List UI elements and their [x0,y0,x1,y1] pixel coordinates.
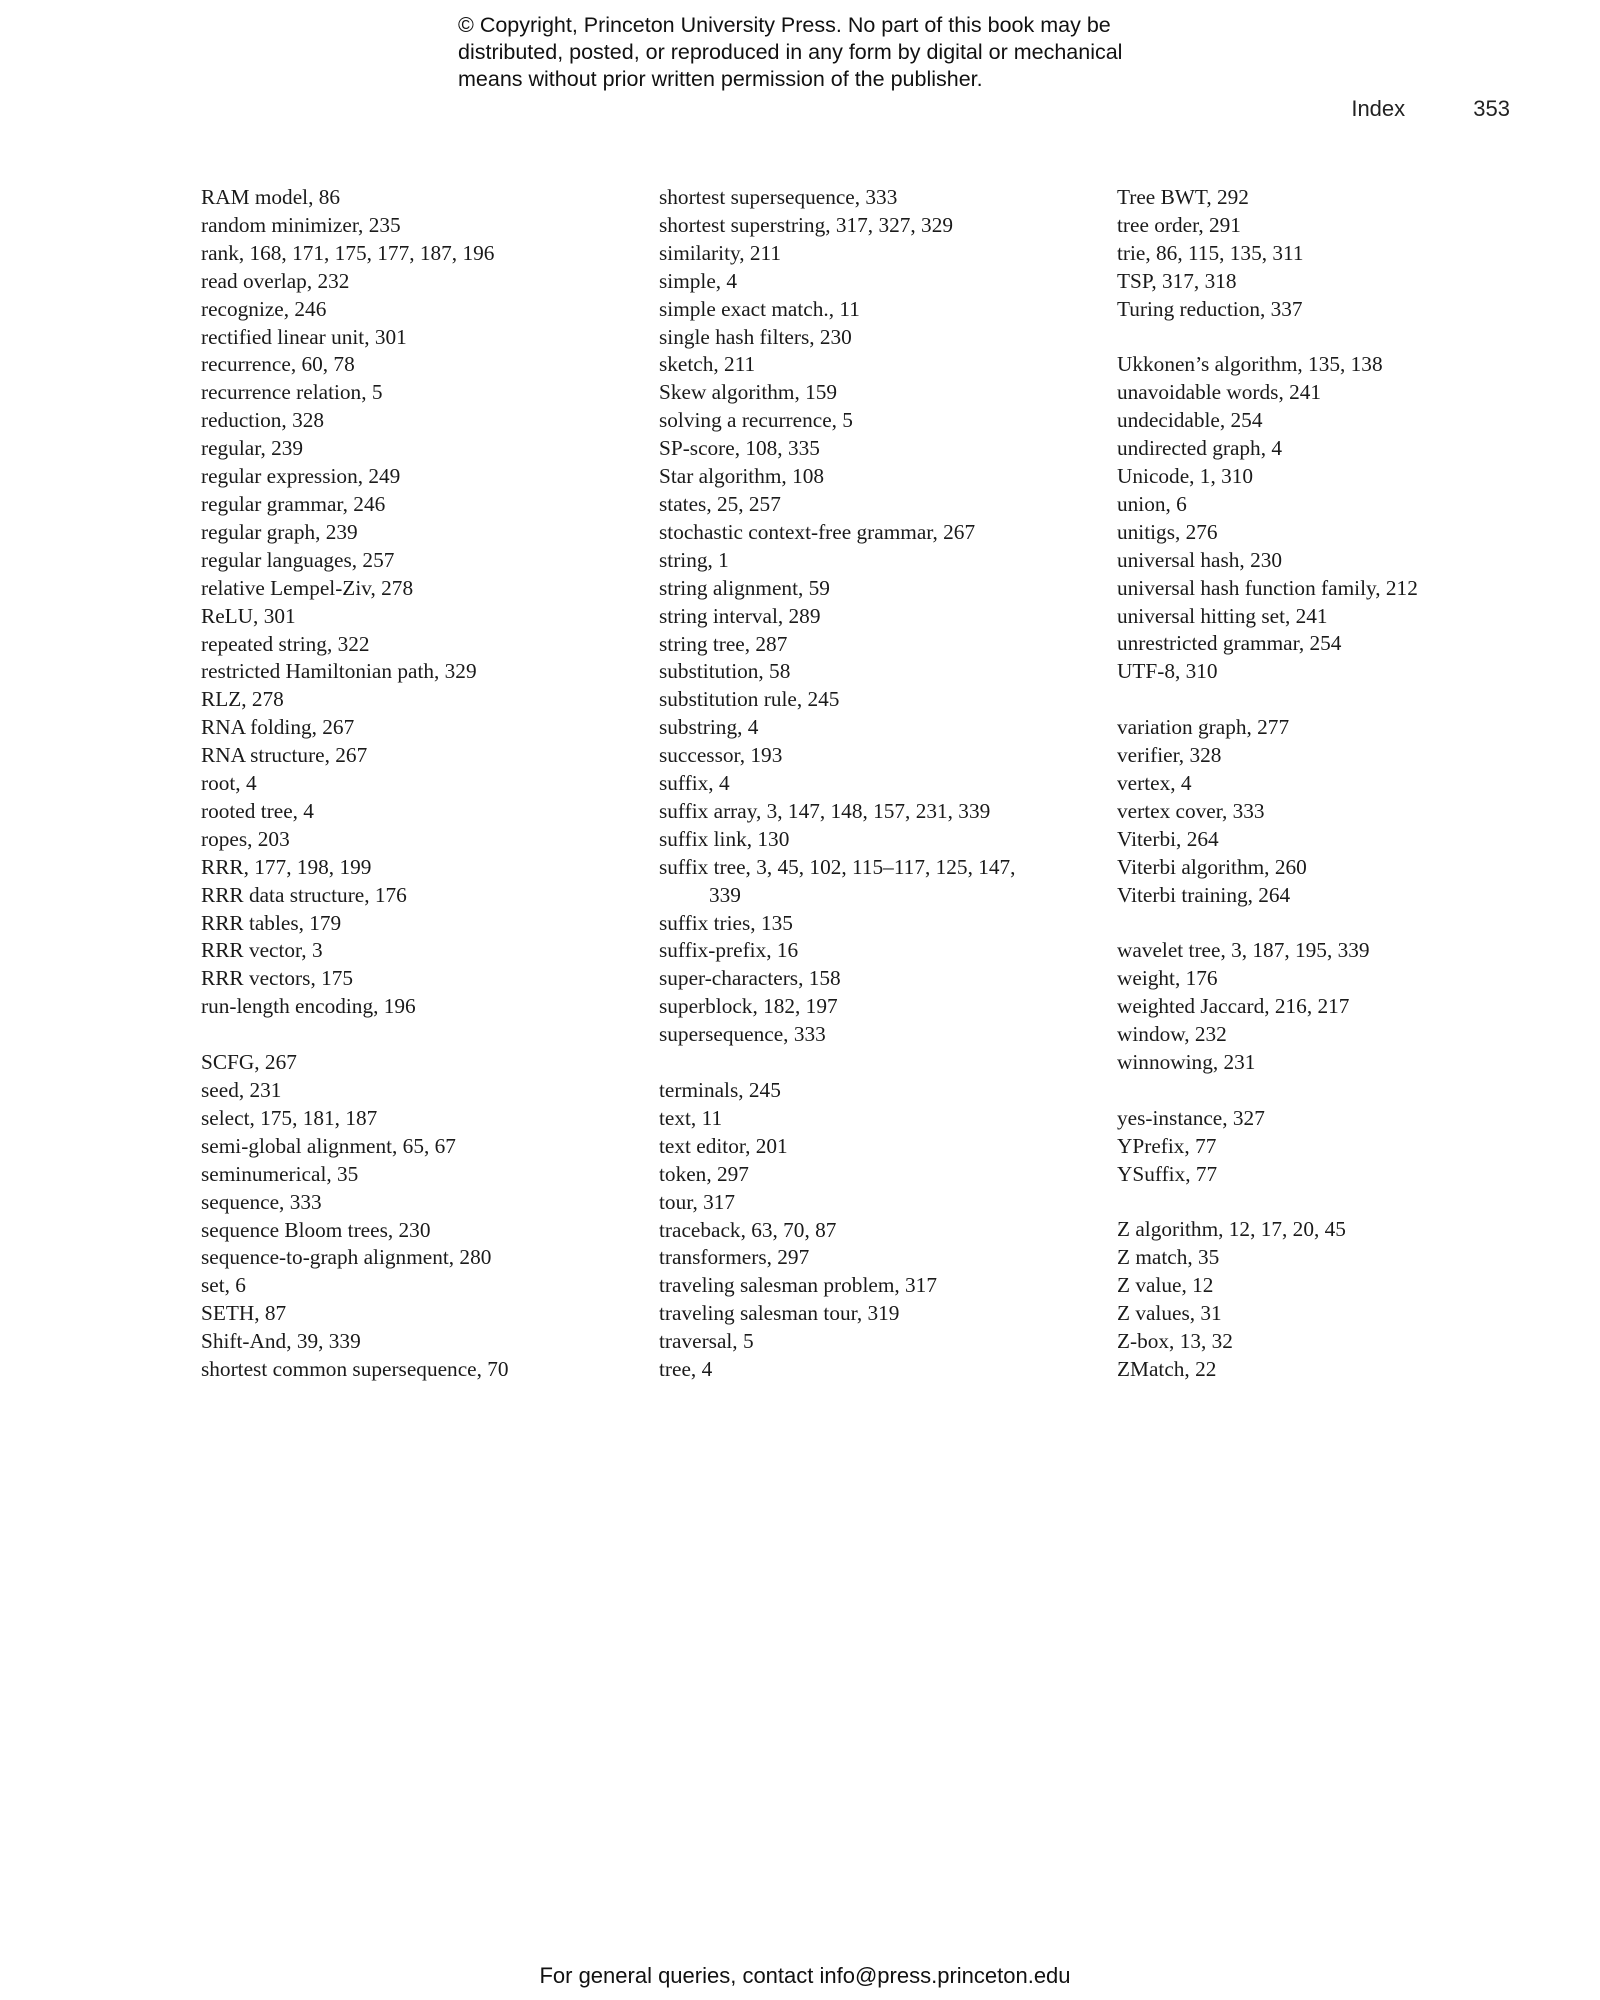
index-entry: solving a recurrence, 5 [659,408,853,433]
index-entry: regular languages, 257 [201,547,395,572]
index-entry: suffix link, 130 [659,826,790,851]
index-entry: unitigs, 276 [1117,519,1218,544]
index-column-2 [659,184,1079,1384]
index-entry: recurrence, 60, 78 [201,352,355,377]
index-entry: yes-instance, 327 [1117,1105,1265,1130]
index-column-1 [201,184,621,1384]
index-entry: Viterbi algorithm, 260 [1117,854,1307,879]
index-entry: Ukkonen’s algorithm, 135, 138 [1117,352,1383,377]
index-entry: RNA folding, 267 [201,715,355,740]
index-entry: repeated string, 322 [201,631,370,656]
index-entry: Z values, 31 [1117,1301,1222,1326]
index-entry: transformers, 297 [659,1245,810,1270]
running-head [1351,96,1510,122]
index-entry: string interval, 289 [659,603,821,628]
group-gap [1117,1189,1537,1217]
index-entry: semi-global alignment, 65, 67 [201,1133,456,1158]
index-entry: traceback, 63, 70, 87 [659,1217,837,1242]
index-entry-continuation: 339 [709,882,741,907]
index-entry: RAM model, 86 [201,185,341,209]
index-entry: ropes, 203 [201,826,290,851]
index-entry: substitution rule, 245 [659,687,840,712]
index-entry: sketch, 211 [659,352,756,377]
index-entry: ReLU, 301 [201,603,296,628]
index-entry: successor, 193 [659,743,783,768]
index-entry: Skew algorithm, 159 [659,380,838,405]
index-entry: states, 25, 257 [659,491,781,516]
index-entry: set, 6 [201,1273,246,1298]
index-entry: wavelet tree, 3, 187, 195, 339 [1117,938,1370,963]
index-entry: RRR vector, 3 [201,938,323,963]
group-gap [1117,324,1537,352]
index-entry: shortest superstring, 317, 327, 329 [659,212,953,237]
index-entry: tree, 4 [659,1357,713,1382]
index-entry: sequence, 333 [201,1189,322,1214]
index-entry: string, 1 [659,547,729,572]
index-entry: traversal, 5 [659,1329,754,1354]
section-title: Index [1351,96,1406,121]
index-entry: run-length encoding, 196 [201,994,416,1019]
index-entry: window, 232 [1117,1022,1227,1047]
index-entry: union, 6 [1117,491,1187,516]
index-entry: ZMatch, 22 [1117,1356,1217,1381]
index-entry: vertex, 4 [1117,771,1192,795]
index-entry: YSuffix, 77 [1117,1161,1218,1186]
index-entry: RRR data structure, 176 [201,882,407,907]
index-column-3 [1117,184,1537,1384]
index-entry: unavoidable words, 241 [1117,380,1322,405]
index-entry: RNA structure, 267 [201,743,368,768]
index-entry: restricted Hamiltonian path, 329 [201,659,477,684]
index-entry: recognize, 246 [201,296,327,321]
group-gap [1117,910,1537,938]
index-entry: rooted tree, 4 [201,798,314,823]
index-entry: universal hitting set, 241 [1117,603,1328,628]
index-entry: undirected graph, 4 [1117,436,1282,461]
index-entry: Unicode, 1, 310 [1117,464,1254,489]
index-entry: variation graph, 277 [1117,715,1290,740]
index-entry: tree order, 291 [1117,212,1241,237]
index-entry: suffix, 4 [659,771,730,796]
index-entry: substring, 4 [659,715,759,740]
index-entry: RRR tables, 179 [201,910,342,935]
index-entry: string tree, 287 [659,631,788,656]
index-entry: read overlap, 232 [201,268,350,293]
index-entry: universal hash, 230 [1117,547,1283,572]
index-entry: unrestricted grammar, 254 [1117,631,1342,656]
index-entry: random minimizer, 235 [201,212,401,237]
index-entry: universal hash function family, 212 [1117,575,1418,600]
index-entry: Z match, 35 [1117,1245,1220,1270]
index-entry: trie, 86, 115, 135, 311 [1117,240,1304,265]
index-entry: superblock, 182, 197 [659,994,838,1019]
index-entry: recurrence relation, 5 [201,380,383,405]
index-entry: root, 4 [201,771,257,796]
index-entry: sequence Bloom trees, 230 [201,1217,431,1242]
index-entry: RRR vectors, 175 [201,966,354,991]
index-entry: simple exact match., 11 [659,296,860,321]
index-entry: TSP, 317, 318 [1117,268,1237,293]
index-entry: terminals, 245 [659,1077,781,1102]
index-entry: simple, 4 [659,268,738,293]
index-entry: SP-score, 108, 335 [659,436,820,461]
index-entry: tour, 317 [659,1189,736,1214]
index-entry: seminumerical, 35 [201,1161,359,1186]
index-entry: Z value, 12 [1117,1273,1214,1298]
index-entry: shortest common supersequence, 70 [201,1357,509,1382]
group-gap [1117,686,1537,714]
index-entry: suffix array, 3, 147, 148, 157, 231, 339 [659,798,991,823]
index-entry: rectified linear unit, 301 [201,324,407,349]
index-entry: supersequence, 333 [659,1022,826,1047]
index-entry: UTF-8, 310 [1117,659,1218,684]
index-entry: Viterbi, 264 [1117,826,1219,851]
index-entry: stochastic context-free grammar, 267 [659,519,976,544]
index-entry: Turing reduction, 337 [1117,296,1303,321]
index-entry: suffix tree, 3, 45, 102, 115–117, 125, 147, [659,854,1016,879]
index-entry: traveling salesman tour, 319 [659,1301,900,1326]
index-entry: verifier, 328 [1117,743,1222,768]
index-entry: Z-box, 13, 32 [1117,1329,1233,1354]
footer-contact: For general queries, contact info@press.princeton.edu [539,1963,1071,1988]
index-entry: Tree BWT, 292 [1117,185,1249,209]
index-entry: undecidable, 254 [1117,408,1263,433]
index-entry: similarity, 211 [659,240,782,265]
copyright-line: © Copyright, Princeton University Press. No part of this book may be [458,13,1111,37]
index-entry: traveling salesman problem, 317 [659,1273,937,1298]
index-entry: suffix-prefix, 16 [659,938,799,963]
copyright-notice [458,12,1178,93]
group-gap [1117,1077,1537,1105]
index-entry: string alignment, 59 [659,575,830,600]
index-entry: regular expression, 249 [201,464,401,489]
index-entry: weight, 176 [1117,966,1218,991]
index-entry: Shift-And, 39, 339 [201,1329,361,1354]
group-gap [201,1021,621,1049]
index-entry: YPrefix, 77 [1117,1133,1217,1158]
index-entry: Z algorithm, 12, 17, 20, 45 [1117,1217,1346,1242]
index-entry: token, 297 [659,1161,749,1186]
index-entry: relative Lempel-Ziv, 278 [201,575,414,600]
index-entry: regular grammar, 246 [201,491,386,516]
index-entry: text, 11 [659,1105,723,1130]
index-entry: weighted Jaccard, 216, 217 [1117,994,1350,1019]
copyright-line: means without prior written permission of the publisher. [458,67,983,91]
index-entry: SCFG, 267 [201,1050,297,1075]
index-entry: single hash filters, 230 [659,324,852,349]
index-entry: sequence-to-graph alignment, 280 [201,1245,492,1270]
index-entry: regular graph, 239 [201,519,358,544]
index-entry: super-characters, 158 [659,966,841,991]
copyright-line: distributed, posted, or reproduced in any form by digital or mechanical [458,40,1123,64]
index-entry: Star algorithm, 108 [659,464,825,489]
index-entry: rank, 168, 171, 175, 177, 187, 196 [201,240,495,265]
index-entry: RRR, 177, 198, 199 [201,854,372,879]
index-entry: Viterbi training, 264 [1117,882,1291,907]
index-entry: select, 175, 181, 187 [201,1105,378,1130]
index-entry: winnowing, 231 [1117,1050,1256,1075]
index-entry: shortest supersequence, 333 [659,185,898,209]
index-entry: regular, 239 [201,436,304,461]
index-entry: suffix tries, 135 [659,910,793,935]
index-entry: SETH, 87 [201,1301,287,1326]
index-entry: seed, 231 [201,1077,282,1102]
index-entry: reduction, 328 [201,408,325,433]
group-gap [659,1049,1079,1077]
page-number: 353 [1473,96,1510,121]
index-entry: substitution, 58 [659,659,791,684]
index-entry: vertex cover, 333 [1117,798,1265,823]
index-entry: text editor, 201 [659,1133,788,1158]
index-entry: RLZ, 278 [201,687,284,712]
